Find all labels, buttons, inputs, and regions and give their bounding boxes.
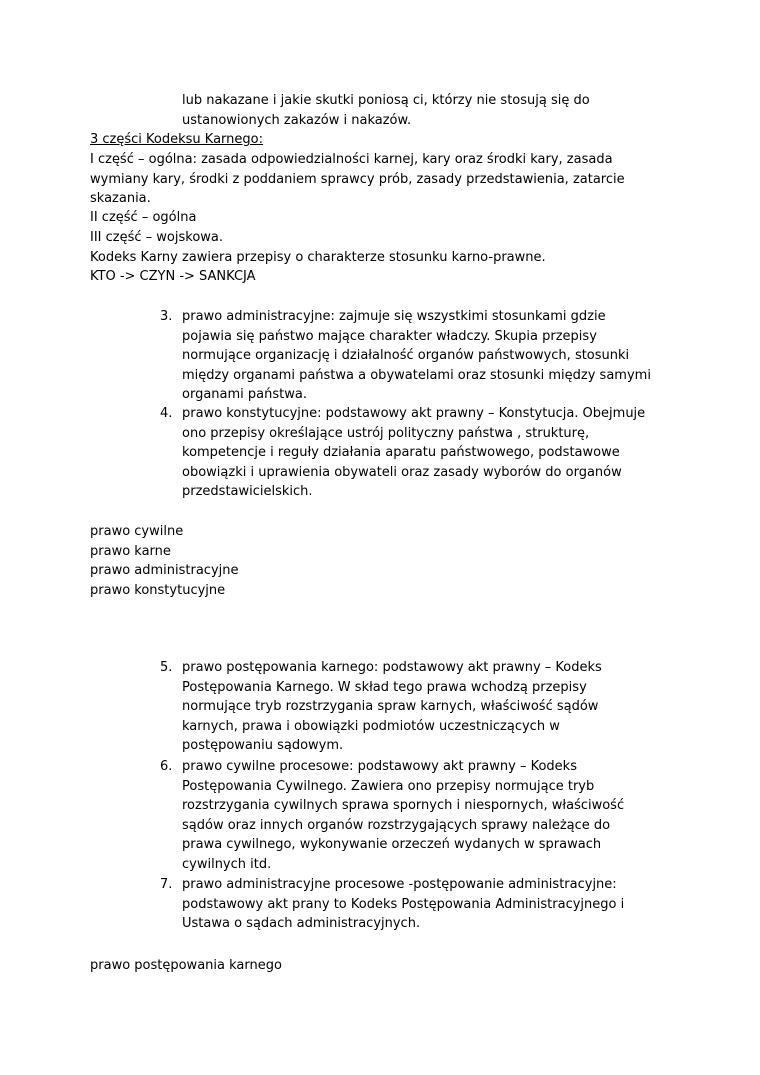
item-text: prawo administracyjne procesowe -postępowanie administracyjne: podstawowy akt prany to Kodeks Postępowania Administracyjnego i Ustawa o sądach administracyjnych. bbox=[182, 877, 625, 932]
kodeks-part-2: II część – ogólna bbox=[90, 210, 197, 225]
continuation-line-2: ustanowionych zakazów i nakazów. bbox=[182, 113, 412, 128]
law-list-item: prawo administracyjne bbox=[90, 563, 239, 578]
item-number: 3. bbox=[160, 309, 173, 324]
kodeks-formula: KTO -> CZYN -> SANKCJA bbox=[90, 269, 256, 284]
kodeks-part-3: III część – wojskowa. bbox=[90, 230, 224, 245]
item-number: 6. bbox=[160, 759, 173, 774]
item-number: 4. bbox=[160, 406, 173, 421]
law-list-item: prawo karne bbox=[90, 544, 171, 559]
kodeks-part-1: I część – ogólna: zasada odpowiedzialności karnej, kary oraz środki kary, zasada wymiany kary, środki z poddaniem sprawcy prób, zasady przedstawienia, zatarcie skazania. bbox=[90, 152, 625, 207]
item-text: prawo konstytucyjne: podstawowy akt prawny – Konstytucja. Obejmuje ono przepisy określające ustrój polityczny państwa , strukturę, kompetencje i reguły działania aparatu państwowego, podstawowe obowiązki i uprawienia obywateli oraz zasady wyborów do organów przedstawicielskich. bbox=[182, 406, 646, 500]
continuation-line-1: lub nakazane i jakie skutki poniosą ci, którzy nie stosują się do bbox=[182, 93, 590, 108]
law-list-item: prawo cywilne bbox=[90, 524, 184, 539]
law-list-item: prawo konstytucyjne bbox=[90, 583, 226, 598]
kodeks-heading: 3 części Kodeksu Karnego: bbox=[90, 132, 263, 147]
item-text: prawo administracyjne: zajmuje się wszystkimi stosunkami gdzie pojawia się państwo mające charakter władczy. Skupia przepisy normujące organizację i działalność organów państwowych, stosunki między organami państwa a obywatelami oraz stosunki między samymi organami państwa. bbox=[182, 309, 651, 403]
law-list-item: prawo postępowania karnego bbox=[90, 958, 282, 973]
kodeks-note: Kodeks Karny zawiera przepisy o charakterze stosunku karno-prawne. bbox=[90, 250, 546, 265]
item-text: prawo cywilne procesowe: podstawowy akt prawny – Kodeks Postępowania Cywilnego. Zawiera ono przepisy normujące tryb rozstrzygania cywilnych sprawa spornych i niespornych, właściwość sądów oraz innych organów rozstrzygających sprawy należące do prawa cywilnego, wykonywanie orzeczeń wydanych w sprawach cywilnych itd. bbox=[182, 759, 625, 872]
item-number: 7. bbox=[160, 877, 173, 892]
item-text: prawo postępowania karnego: podstawowy akt prawny – Kodeks Postępowania Karnego. W skład tego prawa wchodzą przepisy normujące tryb rozstrzygania spraw karnych, właściwość sądów karnych, prawa i obowiązki podmiotów uczestniczących w postępowaniu sądowym. bbox=[182, 660, 602, 754]
item-number: 5. bbox=[160, 660, 173, 675]
